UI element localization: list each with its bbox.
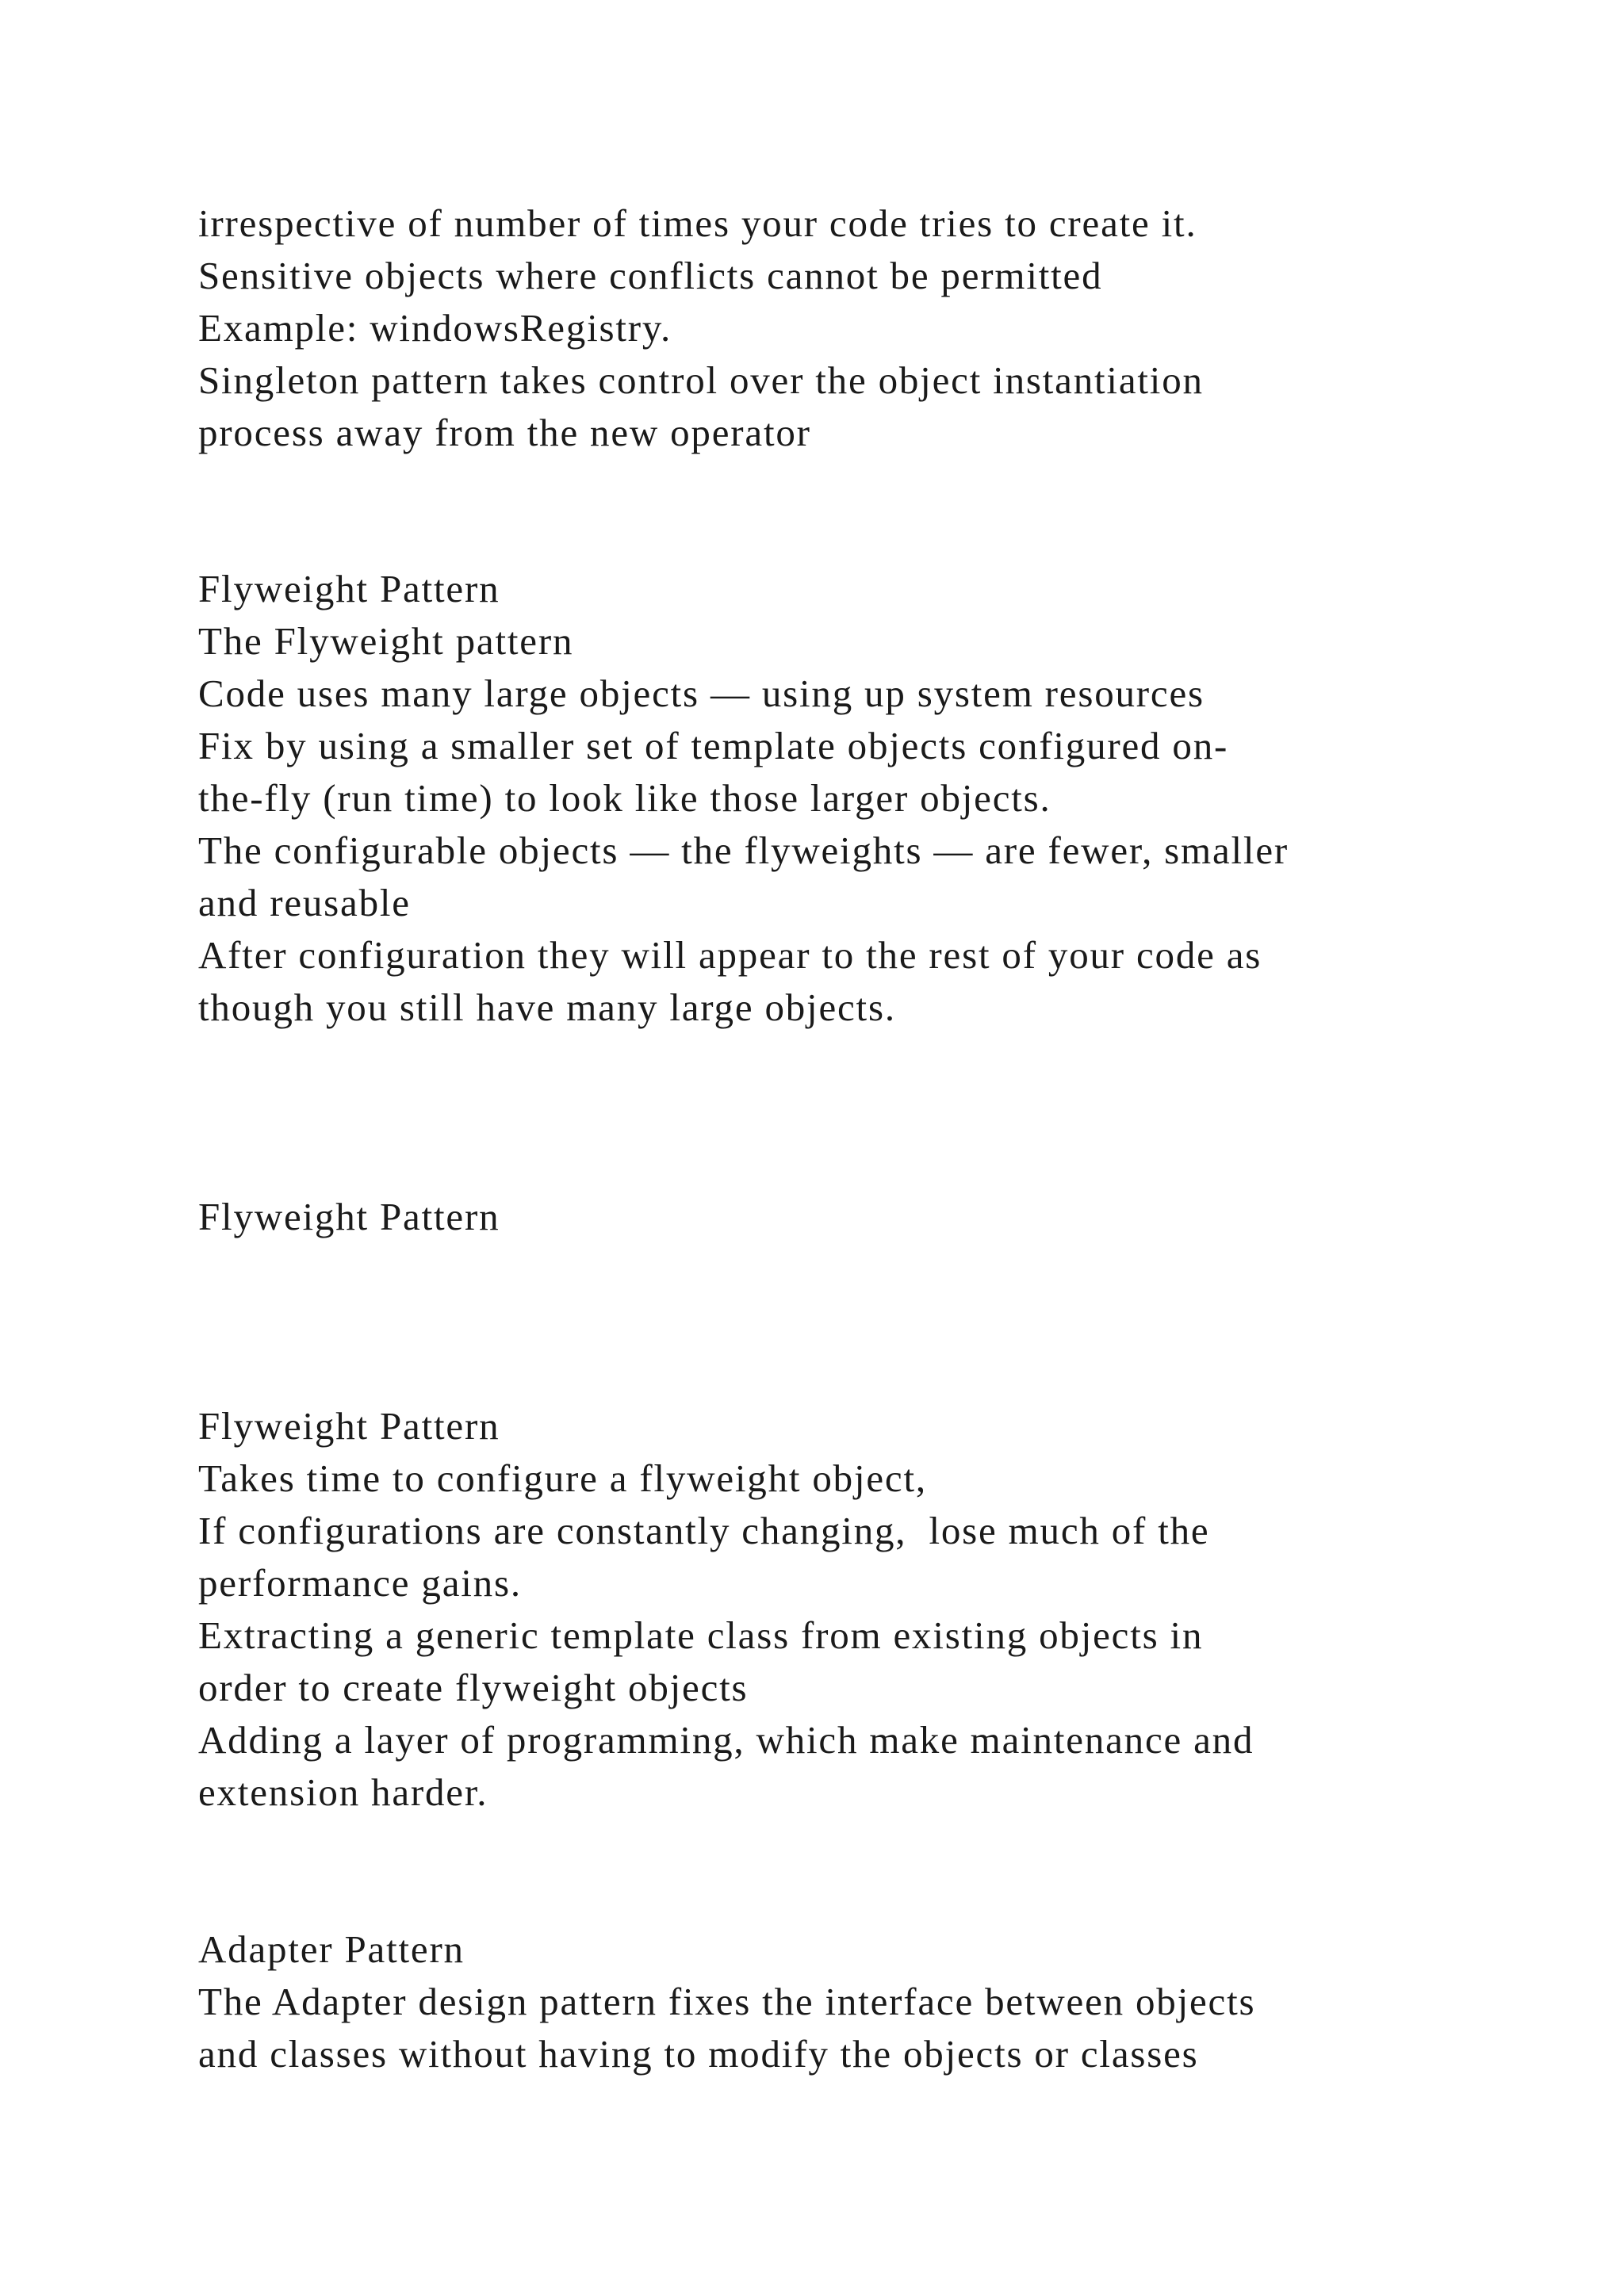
section-heading: Flyweight Pattern: [198, 567, 500, 610]
text-line: Extracting a generic template class from existing objects in: [198, 1613, 1204, 1657]
text-line: Example: windowsRegistry.: [198, 306, 672, 350]
text-line: The Adapter design pattern fixes the interface between objects: [198, 1980, 1256, 2023]
text-line: The configurable objects — the flyweights — are fewer, smaller: [198, 828, 1289, 872]
text-line: though you still have many large objects.: [198, 985, 896, 1029]
flyweight-drawbacks-paragraph: [198, 1400, 1562, 1819]
text-line: Adding a layer of programming, which make maintenance and: [198, 1718, 1254, 1762]
section-heading: Flyweight Pattern: [198, 1195, 500, 1238]
section-heading: Flyweight Pattern: [198, 1404, 500, 1448]
text-line: Fix by using a smaller set of template objects configured on-: [198, 724, 1229, 767]
text-line: The Flyweight pattern: [198, 619, 574, 663]
text-line: order to create flyweight objects: [198, 1666, 749, 1709]
section-heading: Adapter Pattern: [198, 1927, 465, 1971]
text-line: Sensitive objects where conflicts cannot be permitted: [198, 254, 1103, 297]
text-line: the-fly (run time) to look like those larger objects.: [198, 776, 1051, 820]
flyweight-intro-paragraph: [198, 563, 1562, 1034]
text-line: extension harder.: [198, 1770, 488, 1814]
text-line: Singleton pattern takes control over the object instantiation: [198, 358, 1204, 402]
flyweight-diagram-title-paragraph: [198, 1191, 1562, 1243]
adapter-intro-paragraph: [198, 1923, 1562, 2080]
text-line: process away from the new operator: [198, 411, 811, 454]
text-line: After configuration they will appear to the rest of your code as: [198, 933, 1262, 977]
text-line: and reusable: [198, 881, 411, 924]
text-line: If configurations are constantly changing, lose much of the: [198, 1509, 1210, 1552]
text-line: Takes time to configure a flyweight object,: [198, 1456, 927, 1500]
text-line: performance gains.: [198, 1561, 522, 1605]
text-line: Code uses many large objects — using up system resources: [198, 672, 1205, 715]
text-line: and classes without having to modify the objects or classes: [198, 2032, 1199, 2076]
text-line: irrespective of number of times your code tries to create it.: [198, 201, 1197, 245]
singleton-continuation-paragraph: [198, 197, 1562, 459]
